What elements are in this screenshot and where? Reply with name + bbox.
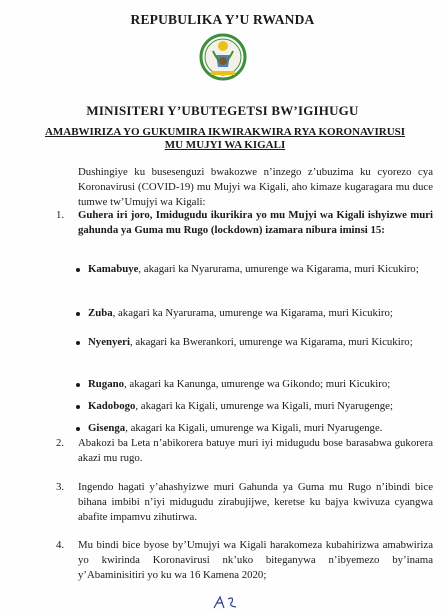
item-text: Ingendo hagati y’ahashyizwe muri Gahunda ya Guma mu Rugo n’ibindi bice bihana imbibi n’iyi midugudu zirabujijwe, keretse ku bajya kwivuza cyangwa abafite impamvu zihutirwa. — [78, 481, 433, 523]
village-detail: , akagari ka Kanunga, umurenge wa Gikondo; muri Kicukiro; — [124, 378, 391, 390]
item-text: Mu bindi bice byose by’Umujyi wa Kigali harakomeza kubahirizwa amabwiriza yo kwirinda Koronavirusi nk’uko biteganywa n’ibyemezo by’inama y’Abaminisitiri yo ku wa 16 Kamena 2020; — [78, 539, 433, 581]
bullet-icon — [76, 312, 80, 316]
village-detail: , akagari ka Bwerankori, umurenge wa Kigarama, muri Kicukiro; — [129, 336, 413, 348]
bullet-icon — [76, 268, 80, 272]
intro-paragraph: Dushingiye ku busesenguzi bwakozwe n’inzego z’ubuzima ku cyorezo cya Koronavirusi (COVID-19) mu Mujyi wa Kigali, aho kimaze kugaragara mu duce tumwe tw’Umujyi wa Kigali: — [78, 166, 433, 208]
bullet-icon — [76, 405, 80, 409]
village-name: Zuba — [88, 307, 113, 319]
rwanda-coat-of-arms-icon — [199, 33, 247, 81]
signature-mark — [212, 594, 240, 610]
item-number: 1. — [56, 209, 65, 221]
village-name: Gisenga — [88, 422, 126, 434]
village-name: Kamabuye — [88, 263, 139, 275]
title-line-2: MU MUJYI WA KIGALI — [164, 139, 286, 151]
item-text: Guhera iri joro, Imidugudu ikurikira yo mu Mujyi wa Kigali ishyizwe muri gahunda ya Guma mu Rugo (lockdown) izamara nibura iminsi 15: — [78, 209, 433, 236]
title-line-1: AMABWIRIZA YO GUKUMIRA IKWIRAKWIRA RYA KORONAVIRUSI — [44, 126, 406, 138]
village-detail: , akagari ka Nyarurama, umurenge wa Kigarama, muri Kicukiro; — [112, 307, 393, 319]
village-detail: , akagari ka Kigali, umurenge wa Kigali, muri Nyarugenge. — [125, 422, 383, 434]
village-name: Rugano — [88, 378, 125, 390]
document-title — [30, 126, 420, 152]
ministry-heading: MINISITERI Y’UBUTEGETSI BW’IGIHUGU — [86, 103, 359, 118]
village-detail: , akagari ka Kigali, umurenge wa Kigali, muri Nyarugenge; — [135, 400, 393, 412]
village-name: Nyenyeri — [88, 336, 130, 348]
village-name: Kadobogo — [88, 400, 136, 412]
bullet-icon — [76, 427, 80, 431]
item-number: 4. — [56, 539, 65, 551]
bullet-icon — [76, 341, 80, 345]
item-number: 3. — [56, 481, 65, 493]
item-text: Abakozi ba Leta n’abikorera batuye muri iyi midugudu bose barasabwa gukorera akazi mu rugo. — [78, 437, 433, 464]
bullet-icon — [76, 383, 80, 387]
republic-heading: REPUBULIKA Y’U RWANDA — [130, 12, 315, 27]
village-detail: , akagari ka Nyarurama, umurenge wa Kigarama, muri Kicukiro; — [138, 263, 419, 275]
item-number: 2. — [56, 437, 65, 449]
